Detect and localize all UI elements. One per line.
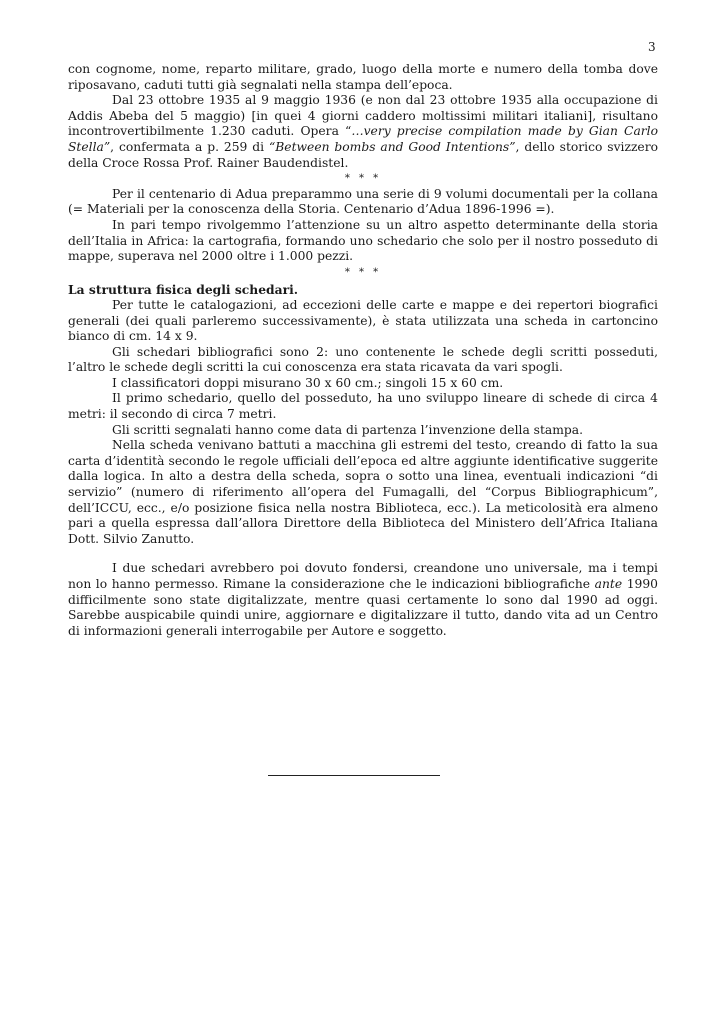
paragraph-card-contents: Nella scheda venivano battuti a macchina gli estremi del testo, creando di fatto la sua carta d’identità secondo le regole ufficiali dell’epoca ed altre aggiunte identificative suggerite dalla logica. In alto a destra della scheda, sopra o sotto una linea, eventuali indicazioni “di servizio” (numero di riferimento all’opera del Fumagalli, del “Corpus Bibliographicum”, dell’ICCU, ecc., e/o posizione fisica nella nostra Biblioteca, ecc.). La meticolosità era almeno pari a quella espressa dall’allora Direttore della Biblioteca del Ministero dell’Africa Italiana Dott. Silvio Zanutto. [68,438,658,546]
paragraph-starting-date: Gli scritti segnalati hanno come data di partenza l’invenzione della stampa. [112,422,584,437]
book-title-between-bombs: “Between bombs and Good Intentions” [268,139,516,154]
paragraph-cartography: In pari tempo rivolgemmo l’attenzione su un altro aspetto determinante della storia dell’Italia in Africa: la cartografia, formando uno schedario che solo per il nostro posseduto di mappe, superava nel 2000 oltre i 1.000 pezzi. [68,217,658,264]
page-number: 3 [648,40,656,54]
term-ante: ante [594,577,623,591]
quote-stella: …very precise compilation made by Gian Carlo Stella” [68,124,658,154]
paragraph-two-catalogs: Gli schedari bibliografici sono 2: uno contenente le schede degli scritti posseduti, l’altro le schede degli scritti la cui conoscenza era stata ricavata da vari spogli. [68,344,658,375]
document-body [68,62,658,639]
section-separator: * * * [344,173,382,185]
casualty-text-b: , confermata a p. 259 di [110,139,269,154]
conclusion-text-a: I due schedari avrebbero poi dovuto fondersi, creandone uno universale, ma i tempi non lo hanno permesso. Rimane la considerazione che le indicazioni bibliografiche [68,561,658,591]
paragraph-card-format: Per tutte le catalogazioni, ad eccezioni delle carte e mappe e dei repertori biografici generali (dei quali parleremo successivamente), è stata utilizzata una scheda in cartoncino bianco di cm. 14 x 9. [68,297,658,344]
paragraph-conclusion [68,561,658,639]
paragraph-catalog-length: Il primo schedario, quello del posseduto, ha uno sviluppo lineare di schede di circa 4 metri: il secondo di circa 7 metri. [68,391,658,422]
section-heading: La struttura fisica degli schedari. [68,282,299,298]
casualty-text-c: , dello storico svizzero della Croce Rossa Prof. Rainer Baudendistel. [68,139,658,170]
footer-divider [268,775,440,776]
section-separator: * * * [344,266,382,278]
casualty-text-a: Dal 23 ottobre 1935 al 9 maggio 1936 (e non dal 23 ottobre 1935 alla occupazione di Addis Abeba del 5 maggio) [in quei 4 giorni caddero moltissimi militari italiani], risultano incontrovertibilmente 1.230 caduti. Opera “ [68,93,658,139]
paragraph-casualty-count [68,93,658,171]
paragraph-adua-centenary: Per il centenario di Adua preparammo una serie di 9 volumi documentali per la collana (= Materiali per la conoscenza della Storia. Centenario d’Adua 1896-1996 =). [68,186,658,217]
paragraph-gap [68,547,658,561]
paragraph-cabinet-sizes: I classificatori doppi misurano 30 x 60 cm.; singoli 15 x 60 cm. [112,375,504,390]
paragraph-casualty-list-continuation: con cognome, nome, reparto militare, grado, luogo della morte e numero della tomba dove riposavano, caduti tutti già segnalati nella stampa dell’epoca. [68,62,658,92]
conclusion-text-b: 1990 difficilmente sono state digitalizzate, mentre quasi certamente lo sono dal 1990 ad oggi. Sarebbe auspicabile quindi unire, aggiornare e digitalizzare il tutto, dando vita ad un Centro di informazioni generali interrogabile per Autore e soggetto. [68,577,658,638]
